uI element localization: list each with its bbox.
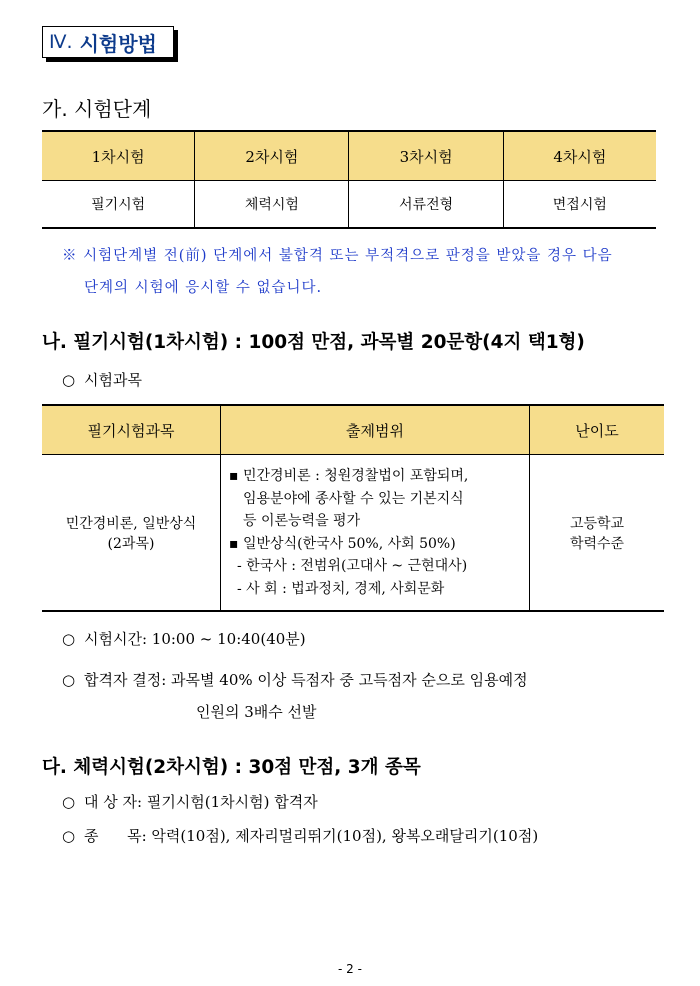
- stage-note: [62, 240, 662, 304]
- stage-header: 3차시험: [349, 131, 503, 181]
- subject-cell: [42, 455, 221, 612]
- bullet-pass-decision: [62, 664, 662, 728]
- square-bullet-icon: ▪: [229, 535, 239, 552]
- section-number: Ⅳ.: [49, 31, 73, 53]
- square-bullet-icon: ▪: [229, 468, 239, 484]
- circle-bullet-icon: ○: [62, 827, 76, 845]
- range-line: 임용분야에 종사할 수 있는 기본지식: [243, 490, 464, 507]
- note-line: 단계의 시험에 응시할 수 없습니다.: [84, 280, 323, 296]
- circle-bullet-icon: ○: [62, 793, 76, 811]
- range-line: - 한국사 : 전범위(고대사 ~ 근현대사): [237, 558, 468, 574]
- column-header: 필기시험과목: [42, 405, 221, 455]
- stage-header: 1차시험: [42, 131, 195, 181]
- bullet-text: 시험시간: 10:00 ~ 10:40(40분): [84, 630, 306, 648]
- bullet-text: 시험과목: [84, 371, 142, 389]
- written-exam-table: [42, 404, 664, 612]
- difficulty-line: 고등학교: [569, 515, 625, 532]
- exam-stages-table: [42, 130, 656, 229]
- bullet-subjects: [62, 369, 142, 390]
- range-line: 등 이론능력을 평가: [243, 513, 361, 529]
- table-row: [42, 181, 656, 229]
- stage-header: 2차시험: [195, 131, 349, 181]
- bullet-target: [62, 791, 318, 812]
- column-header: 출제범위: [221, 405, 530, 455]
- difficulty-line: 학력수준: [569, 535, 625, 552]
- heading-physical-exam: 다. 체력시험(2차시험) : 30점 만점, 3개 종목: [42, 757, 421, 778]
- circle-bullet-icon: ○: [62, 371, 76, 389]
- column-header: 난이도: [530, 405, 665, 455]
- range-cell: [221, 455, 530, 612]
- range-line: - 사 회 : 법과정치, 경제, 사회문화: [237, 580, 445, 597]
- bullet-exam-time: [62, 628, 306, 649]
- section-title: 시험방법: [79, 31, 157, 56]
- range-line: ▪ 민간경비론 : 청원경찰법이 포함되며,: [229, 465, 525, 488]
- stage-cell: 필기시험: [42, 181, 195, 229]
- subject-line: (2과목): [107, 535, 155, 552]
- table-row: [42, 455, 664, 612]
- heading-exam-stages: 가. 시험단계: [42, 97, 152, 121]
- table-header-row: [42, 131, 656, 181]
- bullet-text-continued: 인원의 3배수 선발: [196, 703, 317, 721]
- heading-written-exam: 나. 필기시험(1차시험) : 100점 만점, 과목별 20문항(4지 택1형): [42, 332, 585, 353]
- bullet-text: 합격자 결정: 과목별 40% 이상 득점자 중 고득점자 순으로 임용예정: [84, 671, 528, 689]
- difficulty-cell: [530, 455, 665, 612]
- stage-header: 4차시험: [503, 131, 656, 181]
- circle-bullet-icon: ○: [62, 671, 76, 689]
- bullet-text: 종 목: 악력(10점), 제자리멀리뛰기(10점), 왕복오래달리기(10점): [84, 827, 539, 845]
- subject-line: 민간경비론, 일반상식: [65, 515, 197, 532]
- section-title-box: [42, 26, 174, 58]
- page-number: - 2 -: [338, 962, 362, 976]
- note-line: ※ 시험단계별 전(前) 단계에서 불합격 또는 부적격으로 판정을 받았을 경우 다음: [62, 248, 613, 264]
- bullet-text: 대 상 자: 필기시험(1차시험) 합격자: [84, 793, 318, 811]
- stage-cell: 서류전형: [349, 181, 503, 229]
- stage-cell: 체력시험: [195, 181, 349, 229]
- bullet-events: [62, 825, 538, 846]
- circle-bullet-icon: ○: [62, 630, 76, 648]
- table-header-row: [42, 405, 664, 455]
- range-line: ▪ 일반상식(한국사 50%, 사회 50%): [229, 533, 525, 556]
- stage-cell: 면접시험: [552, 197, 607, 213]
